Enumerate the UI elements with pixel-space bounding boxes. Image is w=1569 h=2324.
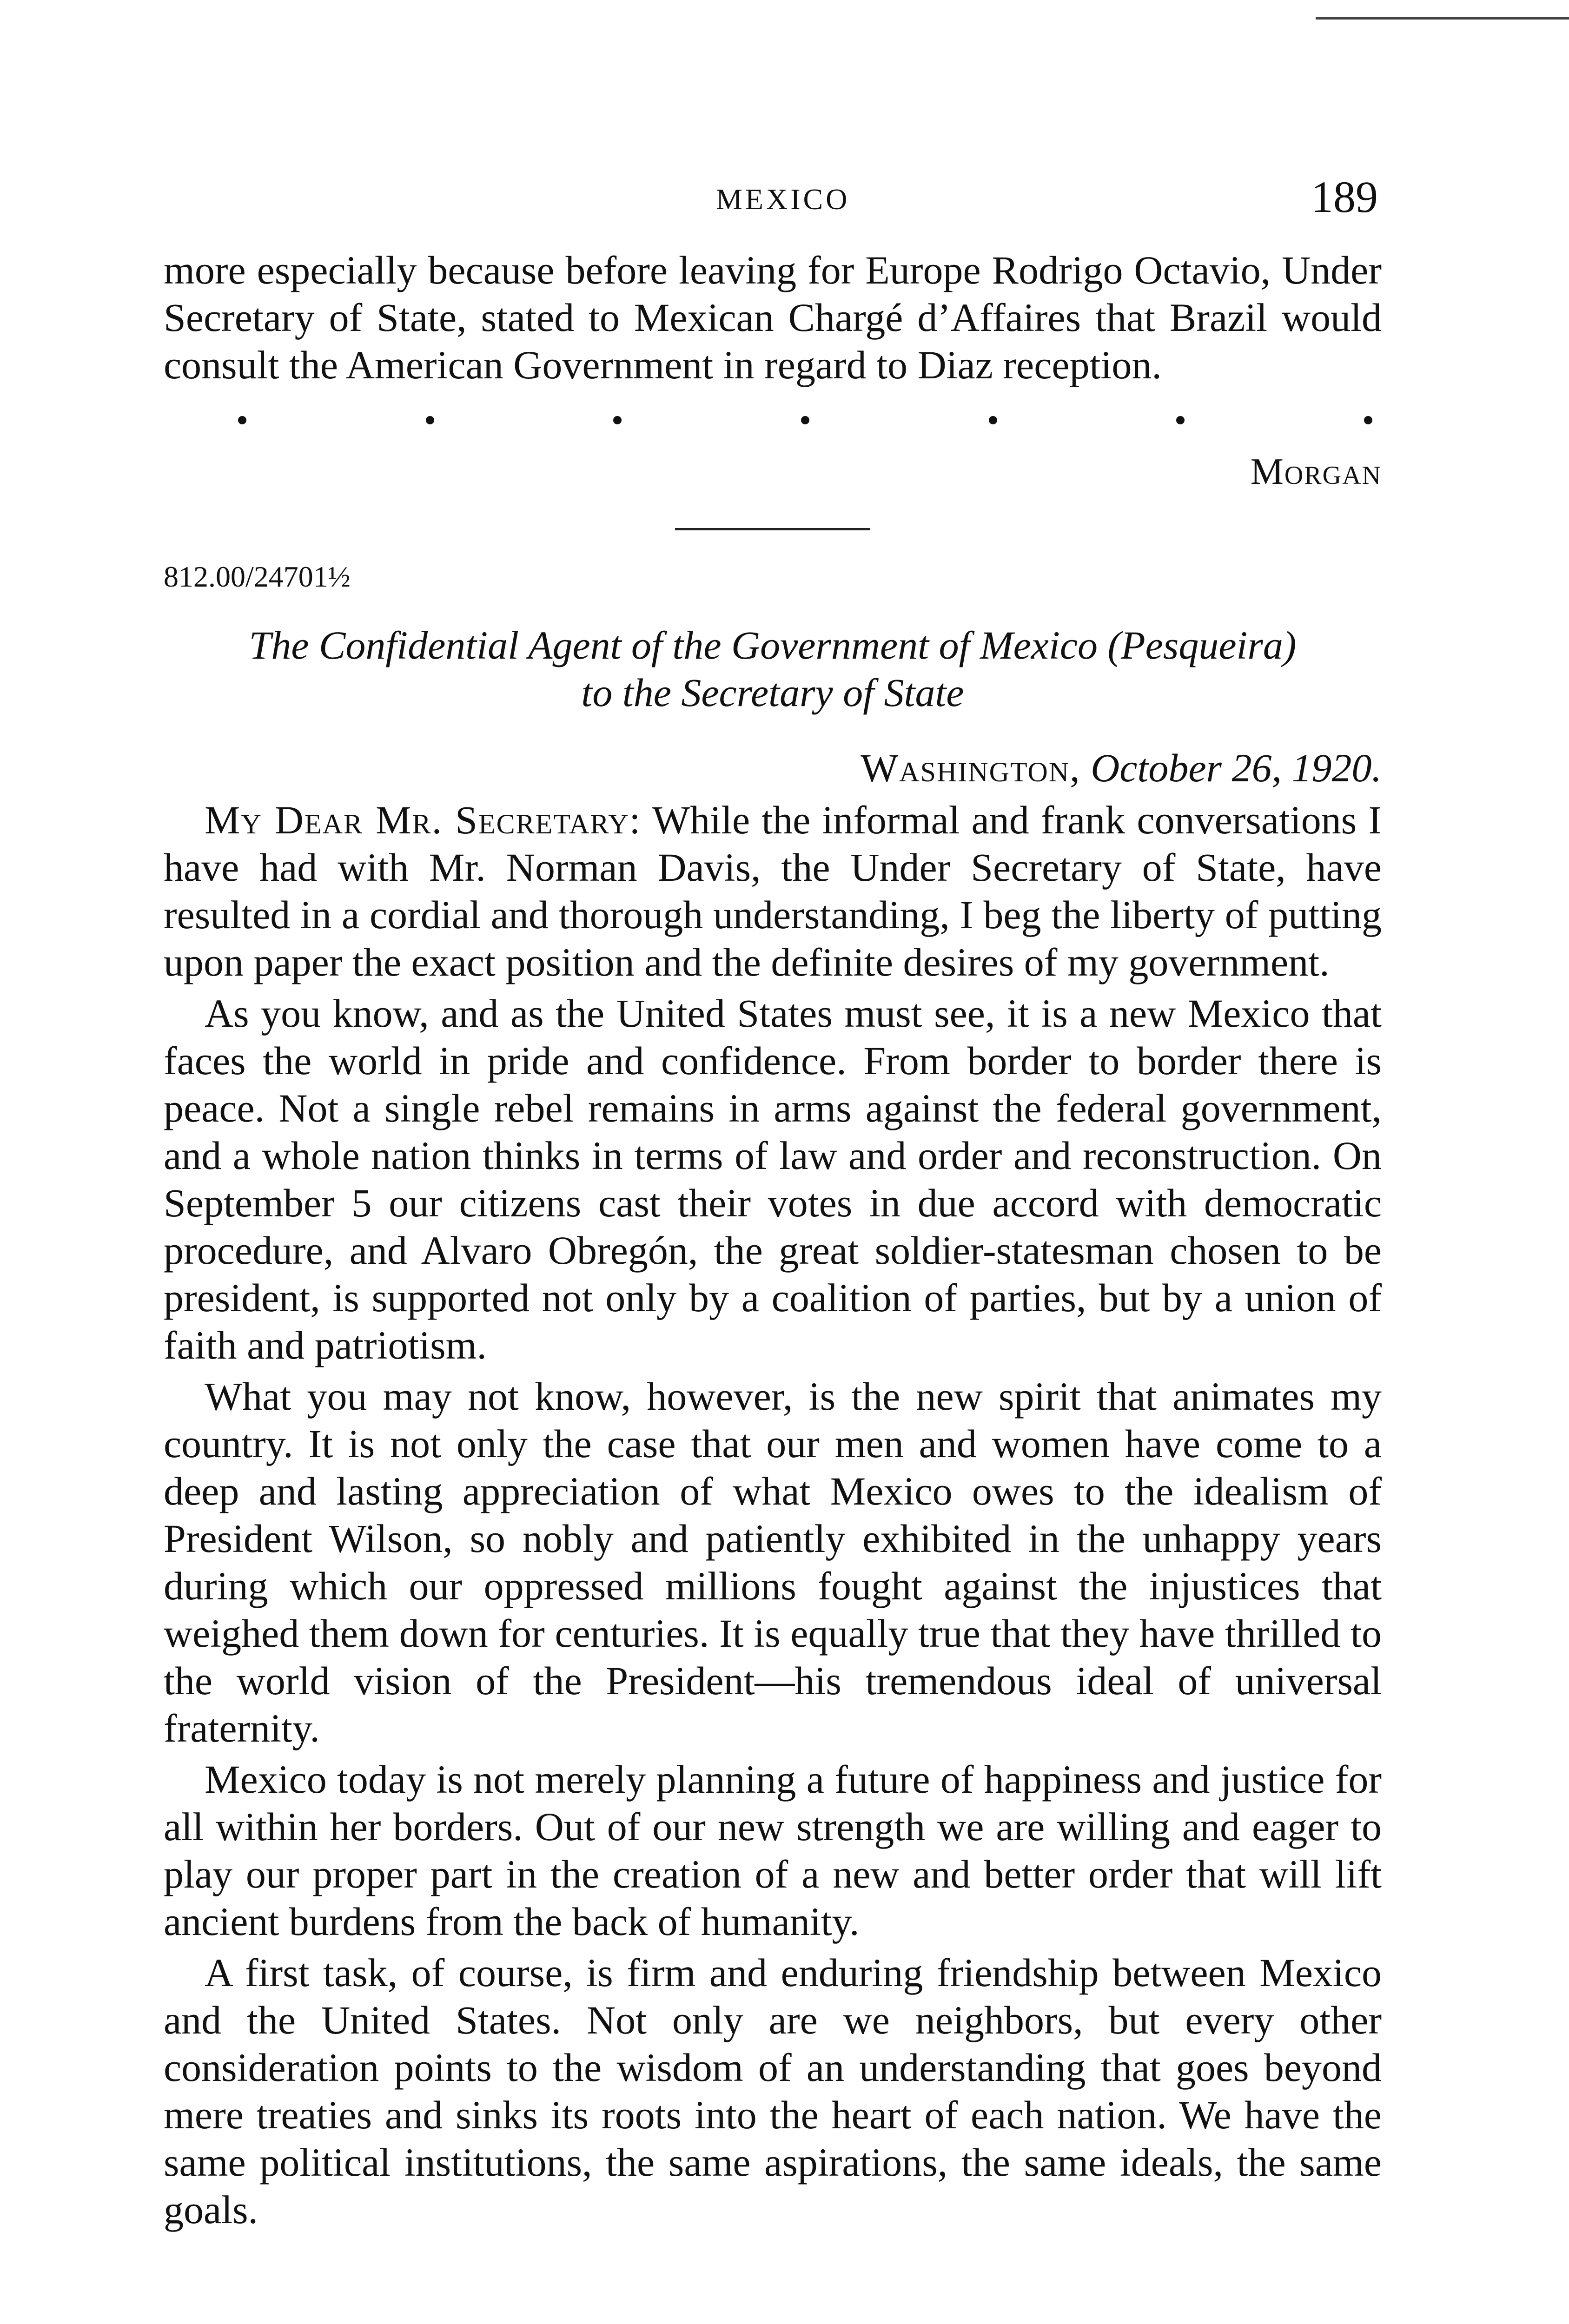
signature-morgan: Morgan: [1250, 451, 1382, 492]
letter-paragraph-4: Mexico today is not merely planning a future of happiness and justice for all within her borders. Out of our new strength we are willing and eager to play our proper part in the creation of a new and better order that will lift ancient burdens from the back of humanity.: [164, 1757, 1382, 1944]
ellipsis-dot: [1364, 416, 1372, 424]
ellipsis-dot: [1176, 416, 1185, 424]
ellipsis-dot: [801, 416, 809, 424]
dateline-date: October 26, 1920.: [1091, 746, 1382, 790]
letter-paragraph-2: As you know, and as the United States must see, it is a new Mexico that faces the world in pride and confidence. From border to border there is peace. Not a single rebel remains in arms against the federal government, and a whole nation thinks in terms of law and order and reconstruction. On September 5 our citizens cast their votes in due accord with democratic procedure, and Alvaro Obregón, the great soldier-statesman chosen to be president, is supported not only by a coalition of parties, but by a union of faith and patriotism.: [164, 991, 1382, 1367]
ellipsis-dot: [238, 416, 246, 424]
heading-line-2: to the Secretary of State: [581, 670, 964, 715]
ellipsis-dot: [989, 416, 997, 424]
omission-ellipsis: [164, 397, 1382, 443]
running-title: MEXICO: [716, 183, 850, 216]
page-number: 189: [1311, 172, 1378, 222]
file-number: 812.00/24701½: [164, 560, 351, 593]
section-divider: [675, 528, 870, 530]
heading-line-1: The Confidential Agent of the Government of Mexico (Pesqueira): [249, 623, 1297, 667]
continuation-paragraph: more especially because before leaving for Europe Rodrigo Octavio, Under Secretary of State, stated to Mexican Chargé d’Affaires that Brazil would consult the American Government in regard to Diaz reception.: [164, 248, 1382, 387]
letter-paragraph-5: A first task, of course, is firm and enduring friendship between Mexico and the United States. Not only are we neighbors, but every other consideration points to the wisdom of an understanding that goes beyond mere treaties and sinks its roots into the heart of each nation. We have the same political institutions, the same aspirations, the same ideals, the same goals.: [164, 1950, 1382, 2232]
paragraph-1-text: While the informal and frank conversations I have had with Mr. Norman Davis, the Under Secretary of State, have resulted in a cordial and thorough understanding, I beg the liberty of putting upon paper the exact position and the definite desires of my government.: [164, 798, 1382, 984]
ellipsis-dot: [613, 416, 622, 424]
dateline-place: Washington,: [861, 746, 1081, 790]
top-edge-rule: [1316, 17, 1569, 20]
letter-paragraph-3: What you may not know, however, is the new spirit that animates my country. It is not only the case that our men and women have come to a deep and lasting appreciation of what Mexico owes to the idealism of President Wilson, so nobly and patiently exhibited in the unhappy years during which our oppressed millions fought against the injustices that weighed them down for centuries. It is equally true that they have thrilled to the world vision of the President—his tremendous ideal of universal fraternity.: [164, 1374, 1382, 1750]
document-heading: [164, 621, 1382, 716]
ellipsis-dot: [426, 416, 434, 424]
letter-paragraph-1: [164, 796, 1382, 986]
dateline: [164, 744, 1382, 792]
salutation: My Dear Mr. Secretary:: [205, 798, 642, 842]
page-body: [164, 246, 1382, 2233]
